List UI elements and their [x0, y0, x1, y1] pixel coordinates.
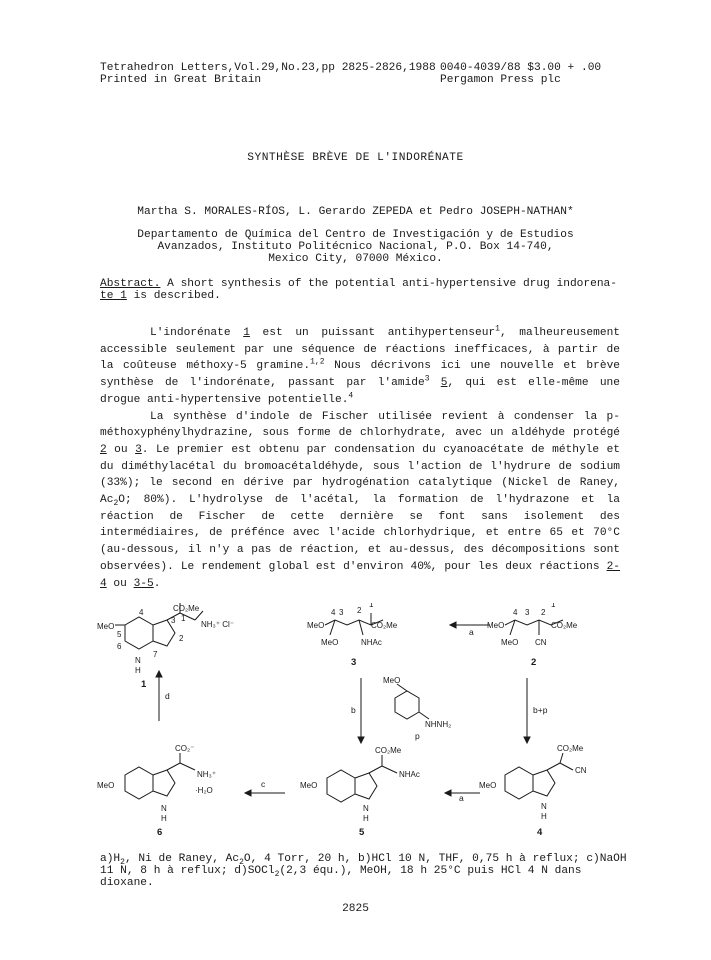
- text: a)H: [100, 853, 121, 865]
- meo-label: MeO: [479, 781, 497, 790]
- compound-number-4: 4: [537, 827, 543, 838]
- body-text: [100, 325, 620, 592]
- text: ou: [106, 577, 134, 590]
- journal-citation: Tetrahedron Letters,Vol.29,No.23,pp 2825-2826,1988: [100, 62, 436, 74]
- citation: 4: [348, 391, 354, 401]
- h-label: H: [363, 814, 369, 823]
- co2me-label: CO₂Me: [375, 746, 402, 755]
- authors: Martha S. MORALES-RÍOS, L. Gerardo ZEPEDA et Pedro JOSEPH-NATHAN*: [137, 206, 574, 218]
- compound-ref: 1: [243, 327, 250, 339]
- publisher: Pergamon Press plc: [440, 74, 561, 86]
- position-1-label: 1: [551, 603, 556, 609]
- text: , qui est elle-même une drogue anti-hypertensive potentielle.: [100, 377, 620, 406]
- subscript: 2: [239, 858, 244, 868]
- meo-label: MeO: [97, 781, 115, 790]
- position-6-label: 6: [117, 642, 122, 651]
- hydrazine-structure: [395, 684, 429, 719]
- abstract-compound-ref: te 1: [100, 290, 127, 302]
- reagent-a: a: [469, 627, 474, 637]
- co2me-label: CO₂Me: [371, 621, 398, 630]
- position-2-label: 2: [179, 634, 184, 643]
- compound-5-structure: [327, 755, 397, 802]
- co2me-label: CO₂Me: [173, 604, 200, 613]
- citation: 3: [424, 374, 430, 384]
- position-1-label: 1: [369, 603, 374, 609]
- compound-ref: 5: [440, 377, 448, 390]
- subscript: 2: [113, 499, 119, 509]
- compound-6-structure: [125, 753, 195, 799]
- paragraph-2: [100, 409, 620, 593]
- text: . Le premier est obtenu par condensation du cyanoacétate de méthyle et du diméthylacétal du bromoacétaldéhyde, sous l'action de l'hydrure de sodium (33%); le second en dérive par hydrogénation catalytique (Nickel de Raney, Ac: [100, 443, 620, 507]
- text: L'indorénate: [150, 327, 244, 339]
- co2minus-label: CO₂⁻: [175, 744, 195, 753]
- issn-price: 0040-4039/88 $3.00 + .00: [440, 62, 602, 74]
- meo-label: MeO: [321, 638, 339, 647]
- paper-title: SYNTHÈSE BRÈVE DE L'INDORÉNATE: [247, 152, 464, 164]
- position-4-label: 4: [139, 608, 144, 617]
- position-7-label: 7: [153, 650, 158, 659]
- text: ou: [106, 443, 136, 456]
- cn-label: CN: [575, 766, 587, 775]
- nh3-label: NH₃⁺: [197, 770, 217, 779]
- position-1-label: 1: [181, 614, 186, 623]
- price-header: [440, 62, 601, 86]
- compound-number-2: 2: [531, 657, 537, 668]
- cn-label: CN: [535, 638, 547, 647]
- text: (2,3 équ.), MeOH, 18 h 25°C puis HCl 4 N dans dioxane.: [100, 865, 582, 889]
- scheme-caption: [100, 853, 630, 889]
- h2o-label: ·H₂O: [195, 786, 213, 795]
- n-label: N: [135, 656, 141, 665]
- meo-label: MeO: [307, 621, 325, 630]
- affiliation-line-3: Mexico City, 07000 México.: [268, 253, 443, 265]
- reagent-c: c: [261, 779, 266, 789]
- reaction-ref: 2-4: [100, 560, 620, 590]
- position-3-label: 3: [171, 616, 176, 625]
- nhnh2-label: NHNH₂: [425, 720, 452, 729]
- position-2-label: 2: [357, 606, 362, 615]
- co2me-label: CO₂Me: [557, 744, 584, 753]
- printed-in: Printed in Great Britain: [100, 74, 262, 86]
- citation: 1: [495, 324, 500, 334]
- meo-label: MeO: [97, 622, 115, 631]
- text: , Ni de Raney, Ac: [124, 853, 240, 865]
- affiliation: [0, 229, 711, 265]
- journal-header: [100, 62, 436, 86]
- meo-label: MeO: [300, 781, 318, 790]
- compound-number-6: 6: [157, 827, 163, 838]
- h-label: H: [161, 814, 167, 823]
- reaction-scheme: [95, 603, 635, 848]
- text: .: [153, 577, 161, 590]
- h-label: H: [135, 666, 141, 675]
- reagent-b-plus-p: b+p: [533, 705, 548, 715]
- reagent-b: b: [351, 705, 356, 715]
- reagent-p-label: p: [415, 731, 420, 741]
- nh3cl-label: NH₃⁺ Cl⁻: [201, 620, 235, 629]
- meo-label: MeO: [487, 621, 505, 630]
- text: est un puissant antihypertenseur: [249, 327, 496, 339]
- position-3-label: 3: [525, 608, 530, 617]
- compound-4-structure: [505, 753, 573, 799]
- text: La synthèse d'indole de Fischer utilisée revient à condenser la p-méthoxyphénylhydrazine, sous forme de chlorhydrate, avec un aldéhyde protégé: [100, 410, 620, 440]
- co2me-label: CO₂Me: [551, 621, 578, 630]
- citation: 1,2: [310, 357, 325, 367]
- reaction-ref: 3-5: [133, 577, 154, 590]
- text: O, 4 Torr, 20 h, b)HCl 10 N, THF, 0,75 h à reflux; c)NaOH 11 N, 8 h à reflux; d)SOCl: [100, 853, 627, 877]
- text: O; 80%). L'hydrolyse de l'acétal, la formation de l'hydrazone et la réaction de Fischer de cette dernière se font sans isolement des intermédiaires, de préfénce avec l'acide chlorhydrique, et entre 65 et 70°C (au-dessous, il n'y a pas de réaction, et au-dessus, des décompositions sont observées). Le rendement global est d'environ 40%, pour les deux réactions: [100, 494, 620, 573]
- n-label: N: [541, 802, 547, 811]
- n-label: N: [161, 804, 167, 813]
- affiliation-line-2: Avanzados, Instituto Politécnico Nacional, P.O. Box 14-740,: [157, 241, 554, 253]
- position-5-label: 5: [117, 630, 122, 639]
- position-4-label: 4: [331, 608, 336, 617]
- position-3-label: 3: [339, 608, 344, 617]
- abstract-label: Abstract.: [100, 278, 161, 290]
- n-label: N: [363, 804, 369, 813]
- subscript: 2: [274, 870, 280, 880]
- h-label: H: [541, 812, 547, 821]
- compound-number-1: 1: [141, 679, 147, 690]
- text: Nous décrivons ici une nouvelle et brève synthèse de l'indorénate, passant par l'amide: [100, 360, 620, 390]
- compound-ref: 2: [100, 443, 107, 456]
- compound-number-5: 5: [359, 827, 365, 838]
- meo-label: MeO: [383, 676, 401, 685]
- affiliation-line-1: Departamento de Química del Centro de Investigación y de Estudios: [137, 229, 574, 241]
- position-4-label: 4: [513, 608, 518, 617]
- position-2-label: 2: [541, 608, 546, 617]
- compound-number-3: 3: [351, 657, 357, 668]
- abstract-text-1: A short synthesis of the potential anti-hypertensive drug indorena-: [160, 278, 617, 290]
- meo-label: MeO: [501, 638, 519, 647]
- text: , malheureusement accessible seulement par une séquence de réactions inefficaces, à partir de la coûteuse méthoxy-5 gramine.: [100, 327, 620, 373]
- page-number: 2825: [342, 903, 369, 915]
- paragraph-1: [100, 325, 620, 409]
- nhac-label: NHAc: [361, 638, 382, 647]
- reagent-a: a: [459, 793, 464, 803]
- abstract-text-2: is described.: [126, 290, 221, 302]
- reagent-d: d: [165, 691, 170, 701]
- nhac-label: NHAc: [399, 770, 420, 779]
- subscript: 2: [120, 858, 125, 868]
- compound-ref: 3: [135, 443, 142, 456]
- abstract: [100, 278, 620, 302]
